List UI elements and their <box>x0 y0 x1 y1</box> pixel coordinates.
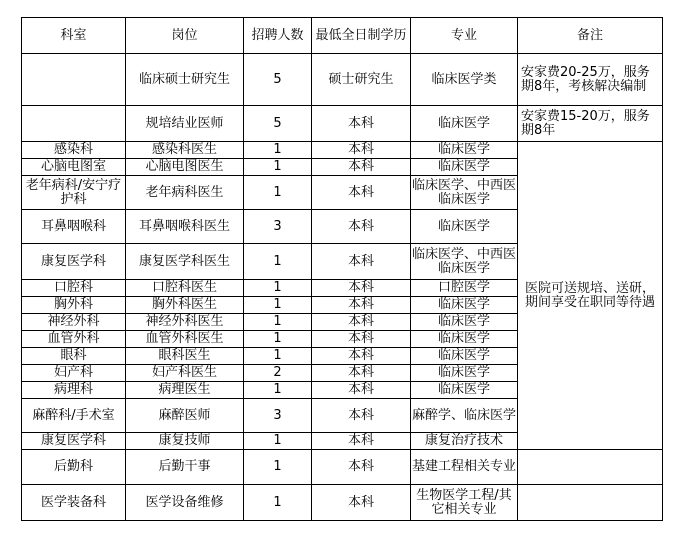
dept-cell: 胸外科 <box>22 297 126 314</box>
dept-cell: 康复医学科 <box>22 433 126 450</box>
post-cell: 康复医学科医生 <box>126 244 244 280</box>
table-row <box>22 142 663 159</box>
major-cell: 临床医学 <box>411 159 518 176</box>
education-cell: 本科 <box>312 331 411 348</box>
dept-cell: 老年病科/安宁疗护科 <box>22 176 126 210</box>
post-cell: 医学设备维修 <box>126 485 244 521</box>
post-cell: 病理医生 <box>126 382 244 399</box>
major-cell: 临床医学 <box>411 106 518 142</box>
major-cell: 临床医学、中西医临床医学 <box>411 176 518 210</box>
education-cell: 本科 <box>312 297 411 314</box>
dept-cell: 心脑电图室 <box>22 159 126 176</box>
post-cell: 临床硕士研究生 <box>126 54 244 106</box>
education-cell: 本科 <box>312 210 411 244</box>
count-cell: 2 <box>244 365 312 382</box>
dept-cell: 妇产科 <box>22 365 126 382</box>
education-cell: 本科 <box>312 382 411 399</box>
post-cell: 口腔科医生 <box>126 280 244 297</box>
education-cell: 本科 <box>312 450 411 485</box>
dept-cell: 康复医学科 <box>22 244 126 280</box>
count-cell: 1 <box>244 159 312 176</box>
count-cell: 1 <box>244 314 312 331</box>
post-cell: 老年病科医生 <box>126 176 244 210</box>
dept-cell: 麻醉科/手术室 <box>22 399 126 433</box>
note-cell <box>518 450 663 485</box>
education-cell: 硕士研究生 <box>312 54 411 106</box>
education-cell: 本科 <box>312 106 411 142</box>
education-cell: 本科 <box>312 485 411 521</box>
post-cell: 妇产科医生 <box>126 365 244 382</box>
post-cell: 后勤干事 <box>126 450 244 485</box>
post-cell: 神经外科医生 <box>126 314 244 331</box>
count-cell: 1 <box>244 348 312 365</box>
education-cell: 本科 <box>312 244 411 280</box>
education-cell: 本科 <box>312 348 411 365</box>
major-cell: 临床医学 <box>411 348 518 365</box>
header-education: 最低全日制学历 <box>312 18 411 54</box>
post-cell: 胸外科医生 <box>126 297 244 314</box>
post-cell: 康复技师 <box>126 433 244 450</box>
table-row <box>22 54 663 106</box>
major-cell: 临床医学 <box>411 314 518 331</box>
header-note: 备注 <box>518 18 663 54</box>
header-dept: 科室 <box>22 18 126 54</box>
count-cell: 1 <box>244 176 312 210</box>
dept-cell: 感染科 <box>22 142 126 159</box>
major-cell: 临床医学、中西医临床医学 <box>411 244 518 280</box>
dept-cell: 血管外科 <box>22 331 126 348</box>
dept-cell <box>22 106 126 142</box>
table-body <box>22 54 663 521</box>
major-cell: 口腔医学 <box>411 280 518 297</box>
post-cell: 眼科医生 <box>126 348 244 365</box>
count-cell: 5 <box>244 54 312 106</box>
education-cell: 本科 <box>312 399 411 433</box>
major-cell: 临床医学类 <box>411 54 518 106</box>
dept-cell: 医学装备科 <box>22 485 126 521</box>
note-cell: 安家费15-20万，服务期8年 <box>518 106 663 142</box>
major-cell: 临床医学 <box>411 210 518 244</box>
education-cell: 本科 <box>312 433 411 450</box>
table-row <box>22 485 663 521</box>
dept-cell: 神经外科 <box>22 314 126 331</box>
count-cell: 1 <box>244 142 312 159</box>
count-cell: 3 <box>244 210 312 244</box>
recruitment-table <box>21 17 663 521</box>
major-cell: 临床医学 <box>411 331 518 348</box>
header-post: 岗位 <box>126 18 244 54</box>
header-major: 专业 <box>411 18 518 54</box>
major-cell: 临床医学 <box>411 297 518 314</box>
note-cell <box>518 485 663 521</box>
dept-cell <box>22 54 126 106</box>
post-cell: 规培结业医师 <box>126 106 244 142</box>
education-cell: 本科 <box>312 159 411 176</box>
major-cell: 临床医学 <box>411 382 518 399</box>
table-row <box>22 106 663 142</box>
header-row <box>22 18 663 54</box>
count-cell: 1 <box>244 244 312 280</box>
major-cell: 康复治疗技术 <box>411 433 518 450</box>
count-cell: 1 <box>244 485 312 521</box>
dept-cell: 眼科 <box>22 348 126 365</box>
dept-cell: 耳鼻咽喉科 <box>22 210 126 244</box>
note-cell: 安家费20-25万，服务期8年，考核解决编制 <box>518 54 663 106</box>
education-cell: 本科 <box>312 365 411 382</box>
header-count: 招聘人数 <box>244 18 312 54</box>
count-cell: 1 <box>244 297 312 314</box>
post-cell: 血管外科医生 <box>126 331 244 348</box>
post-cell: 感染科医生 <box>126 142 244 159</box>
education-cell: 本科 <box>312 142 411 159</box>
dept-cell: 口腔科 <box>22 280 126 297</box>
education-cell: 本科 <box>312 176 411 210</box>
count-cell: 1 <box>244 280 312 297</box>
count-cell: 1 <box>244 450 312 485</box>
table-row <box>22 450 663 485</box>
post-cell: 麻醉医师 <box>126 399 244 433</box>
post-cell: 耳鼻咽喉科医生 <box>126 210 244 244</box>
major-cell: 麻醉学、临床医学 <box>411 399 518 433</box>
major-cell: 临床医学 <box>411 142 518 159</box>
count-cell: 1 <box>244 331 312 348</box>
dept-cell: 后勤科 <box>22 450 126 485</box>
major-cell: 临床医学 <box>411 365 518 382</box>
dept-cell: 病理科 <box>22 382 126 399</box>
major-cell: 基建工程相关专业 <box>411 450 518 485</box>
education-cell: 本科 <box>312 314 411 331</box>
count-cell: 5 <box>244 106 312 142</box>
post-cell: 心脑电图医生 <box>126 159 244 176</box>
count-cell: 1 <box>244 433 312 450</box>
merged-note-cell: 医院可送规培、送研，期间享受在职同等待遇 <box>518 142 663 450</box>
count-cell: 1 <box>244 382 312 399</box>
count-cell: 3 <box>244 399 312 433</box>
major-cell: 生物医学工程/其它相关专业 <box>411 485 518 521</box>
education-cell: 本科 <box>312 280 411 297</box>
